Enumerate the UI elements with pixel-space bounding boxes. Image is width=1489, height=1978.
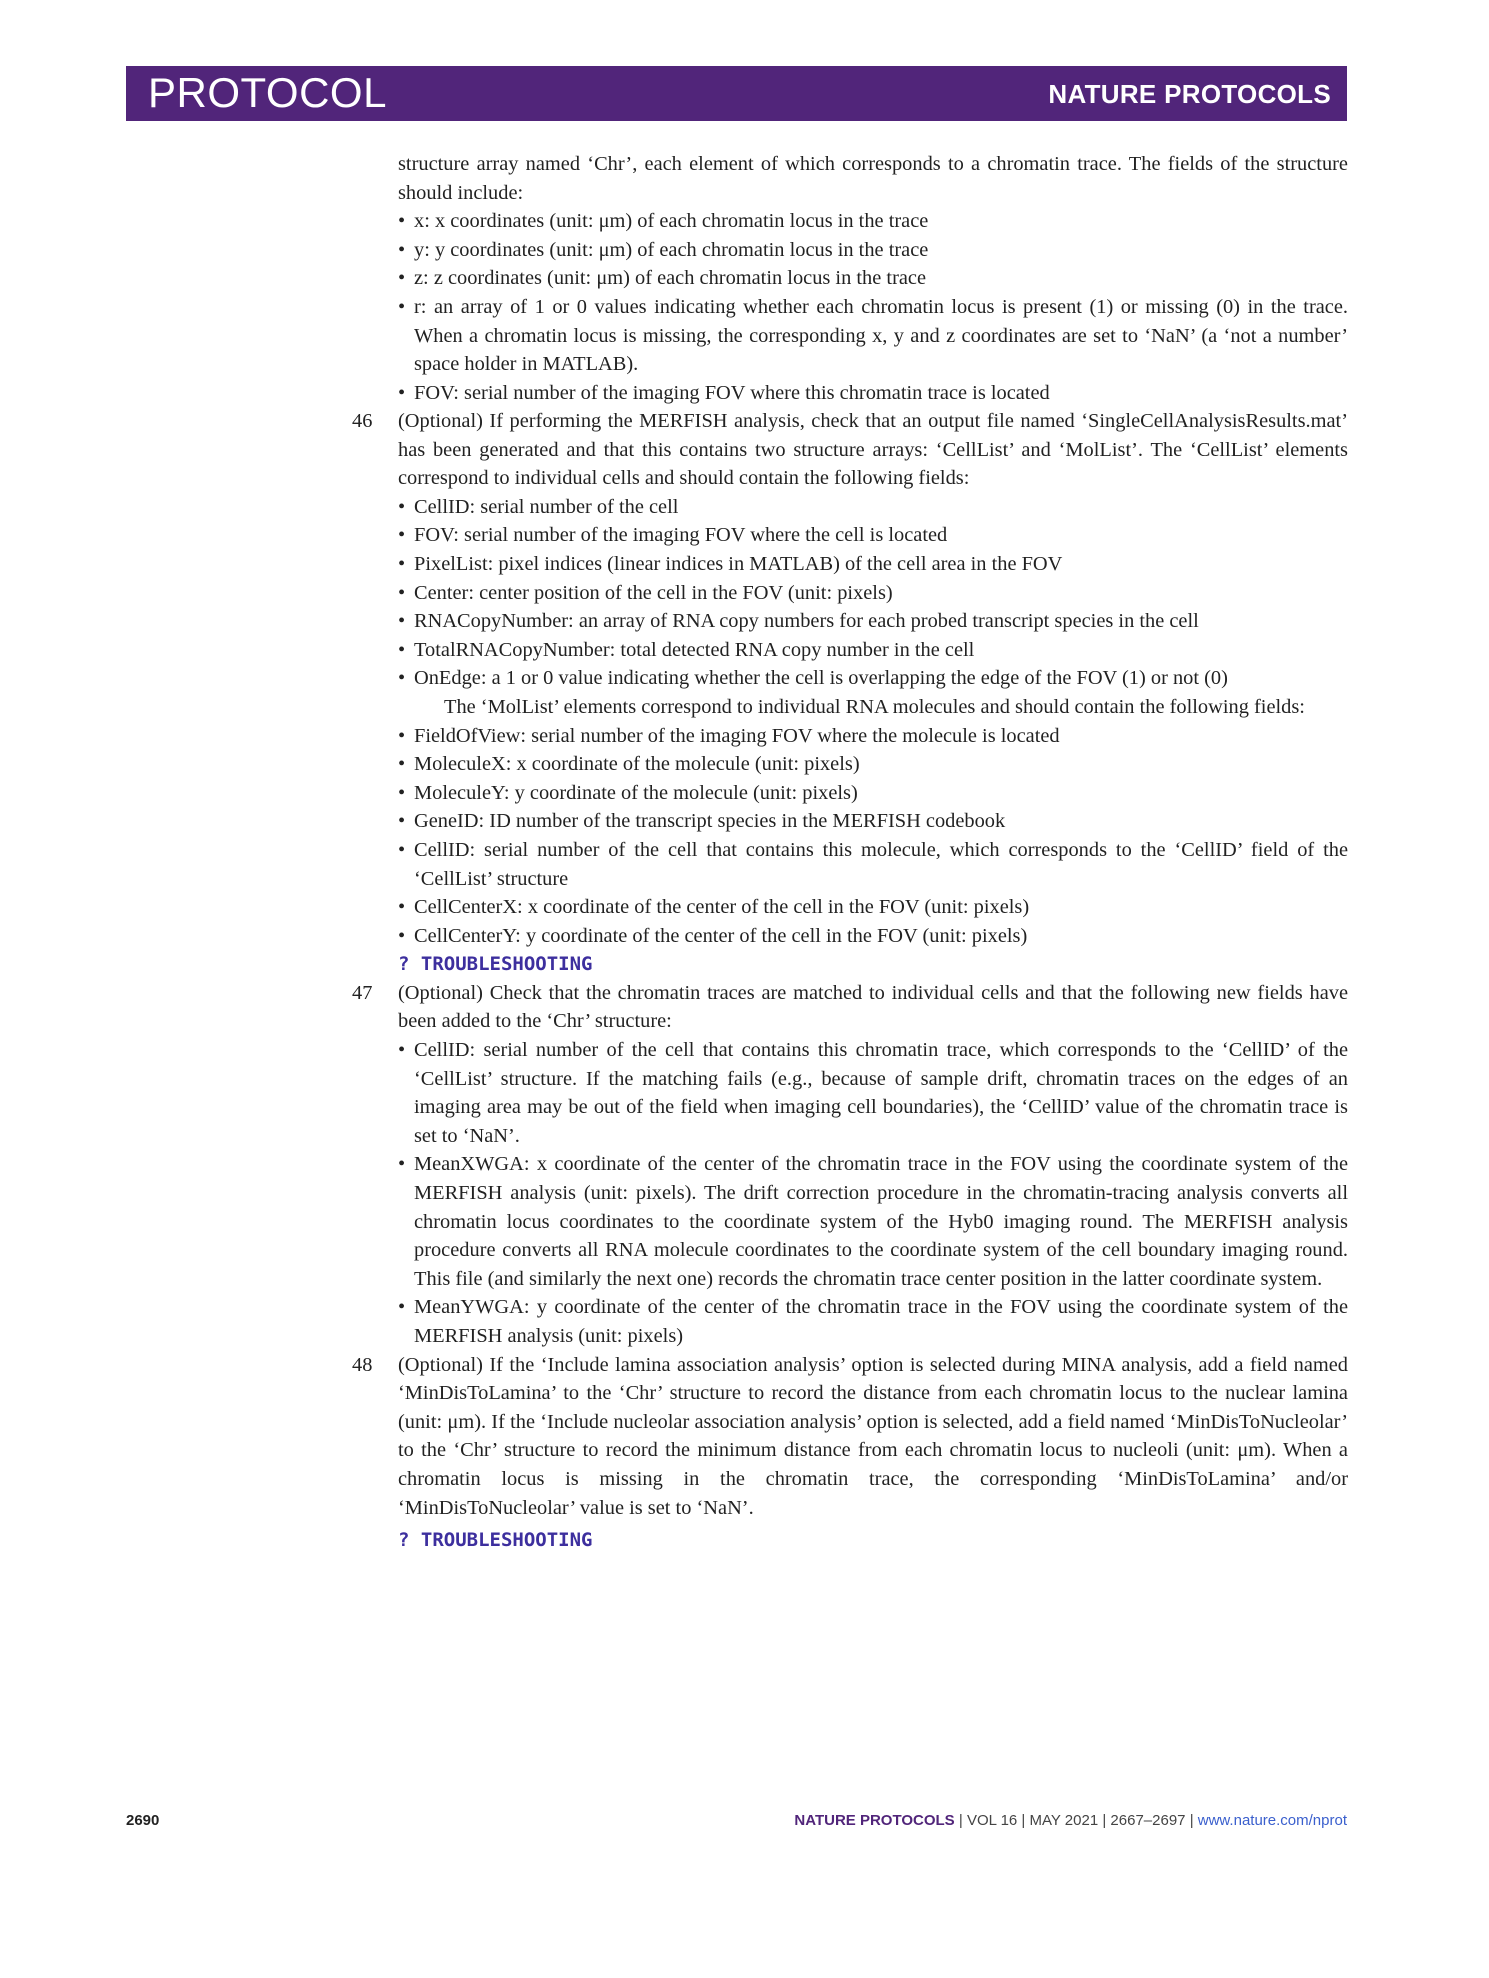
list-item: • OnEdge: a 1 or 0 value indicating whether the cell is overlapping the edge of the FOV (1) or not (0)	[398, 667, 1228, 690]
article-body	[398, 150, 1348, 407]
list-item: • CellID: serial number of the cell that contains this chromatin trace, which corresponds to the ‘CellID’ of the ‘CellList’ structure. If the matching fails (e.g., because of sample drift, chromatin traces on the edges of an imaging area may be out of the field when imaging cell boundaries), the ‘CellID’ value of the chromatin trace is set to ‘NaN’.	[398, 1039, 1348, 1147]
list-item: • GeneID: ID number of the transcript species in the MERFISH codebook	[398, 810, 1006, 833]
step-47	[352, 979, 1348, 1351]
list-item: • CellCenterY: y coordinate of the center of the cell in the FOV (unit: pixels)	[398, 924, 1028, 947]
list-item: • CellID: serial number of the cell that contains this molecule, which corresponds to the ‘CellID’ field of the ‘CellList’ structure	[398, 838, 1348, 890]
list-item: • MeanXWGA: x coordinate of the center of the chromatin trace in the FOV using the coordinate system of the MERFISH analysis (unit: pixels). The drift correction procedure in the chromatin-tracing analysis converts all chromatin locus coordinates to the coordinate system of the Hyb0 imaging round. The MERFISH analysis procedure converts all RNA molecule coordinates to the coordinate system of the cell boundary imaging round. This file (and similarly the next one) records the chromatin trace center position in the latter coordinate system.	[398, 1153, 1348, 1290]
step-46	[352, 407, 1348, 979]
list-item: • y: y coordinates (unit: μm) of each chromatin locus in the trace	[398, 238, 929, 261]
list-item: • z: z coordinates (unit: μm) of each chromatin locus in the trace	[398, 267, 927, 290]
step-number: 47	[352, 981, 373, 1004]
citation: NATURE PROTOCOLS | VOL 16 | MAY 2021 | 2667–2697 | www.nature.com/nprot	[794, 1812, 1347, 1829]
journal-name: NATURE PROTOCOLS	[1048, 79, 1331, 109]
list-item: • MeanYWGA: y coordinate of the center of the chromatin trace in the FOV using the coordinate system of the MERFISH analysis (unit: pixels)	[398, 1296, 1348, 1347]
page-header	[126, 66, 1347, 121]
mol-intro: The ‘MolList’ elements correspond to individual RNA molecules and should contain the following fields:	[444, 695, 1305, 718]
list-item: • RNACopyNumber: an array of RNA copy numbers for each probed transcript species in the cell	[398, 610, 1199, 633]
step-48	[352, 1351, 1348, 1555]
troubleshooting-link[interactable]: ? TROUBLESHOOTING	[398, 1529, 593, 1552]
page-number: 2690	[126, 1812, 160, 1829]
section-label: PROTOCOL	[148, 69, 387, 116]
steps-section	[352, 407, 1348, 1555]
list-item: • TotalRNACopyNumber: total detected RNA copy number in the cell	[398, 638, 975, 661]
list-item: • MoleculeY: y coordinate of the molecule (unit: pixels)	[398, 781, 858, 804]
list-item: • MoleculeX: x coordinate of the molecule (unit: pixels)	[398, 753, 860, 776]
footer-journal: NATURE PROTOCOLS	[794, 1812, 955, 1829]
footer-pages: 2667–2697	[1110, 1812, 1186, 1829]
list-item: • PixelList: pixel indices (linear indices in MATLAB) of the cell area in the FOV	[398, 552, 1063, 575]
intro-text: structure array named ‘Chr’, each element of which corresponds to a chromatin trace. The fields of the structure should include:	[398, 153, 1348, 204]
list-item: • FOV: serial number of the imaging FOV where the cell is located	[398, 524, 948, 547]
list-item: • r: an array of 1 or 0 values indicating whether each chromatin locus is present (1) or missing (0) in the trace. When a chromatin locus is missing, the corresponding x, y and z coordinates are set to ‘NaN’ (a ‘not a number’ space holder in MATLAB).	[398, 295, 1348, 376]
list-item: • CellID: serial number of the cell	[398, 495, 679, 518]
step-number: 46	[352, 410, 373, 432]
step-text: (Optional) If the ‘Include lamina association analysis’ option is selected during MINA analysis, add a field named ‘MinDisToLamina’ to the ‘Chr’ structure to record the distance from each chromatin locus to the nuclear lamina (unit: μm). If the ‘Include nucleolar association analysis’ option is selected, add a field named ‘MinDisToNucleolar’ to the ‘Chr’ structure to record the minimum distance from each chromatin locus to nucleoli (unit: μm). When a chromatin locus is missing in the chromatin trace, the corresponding ‘MinDisToLamina’ and/or ‘MinDisToNucleolar’ value is set to ‘NaN’.	[398, 1353, 1348, 1519]
footer-url[interactable]: www.nature.com/nprot	[1197, 1812, 1347, 1829]
footer-date: MAY 2021	[1029, 1812, 1099, 1829]
list-item: • CellCenterX: x coordinate of the center of the cell in the FOV (unit: pixels)	[398, 896, 1030, 919]
list-item: • x: x coordinates (unit: μm) of each chromatin locus in the trace	[398, 210, 929, 233]
troubleshooting-link[interactable]: ? TROUBLESHOOTING	[398, 953, 593, 976]
step-text: (Optional) Check that the chromatin traces are matched to individual cells and that the following new fields have been added to the ‘Chr’ structure:	[398, 981, 1348, 1033]
step-number: 48	[352, 1353, 373, 1376]
list-item: • FieldOfView: serial number of the imaging FOV where the molecule is located	[398, 724, 1060, 747]
list-item: • FOV: serial number of the imaging FOV where this chromatin trace is located	[398, 381, 1050, 404]
footer-volume: VOL 16	[966, 1812, 1018, 1829]
step-text: (Optional) If performing the MERFISH analysis, check that an output file named ‘SingleCellAnalysisResults.mat’ has been generated and that this contains two structure arrays: ‘CellList’ and ‘MolList’. The ‘CellList’ elements correspond to individual cells and should contain the following fields:	[398, 410, 1348, 490]
list-item: • Center: center position of the cell in the FOV (unit: pixels)	[398, 581, 893, 604]
